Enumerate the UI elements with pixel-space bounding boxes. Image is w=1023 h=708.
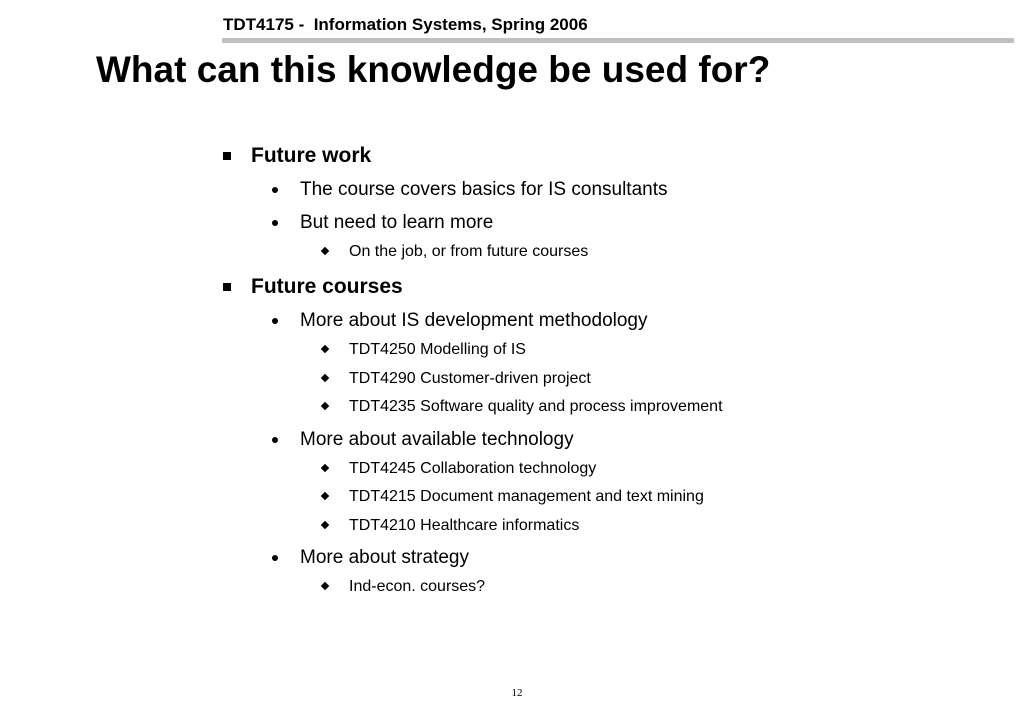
bullet-item-tdt4245 <box>349 459 596 479</box>
diamond-bullet-icon <box>321 521 329 529</box>
bullet-text: TDT4245 Collaboration technology <box>349 460 597 477</box>
bullet-text: TDT4215 Document management and text mining <box>349 488 704 505</box>
header-course-title: TDT4175 - Information Systems, Spring 2006 <box>223 15 588 34</box>
bullet-item-future-courses <box>251 274 403 300</box>
bullet-item-strategy <box>300 546 469 570</box>
round-bullet-icon <box>272 318 278 324</box>
page-number: 12 <box>511 687 523 699</box>
diamond-bullet-icon <box>321 345 329 353</box>
bullet-item-available-technology <box>300 428 574 452</box>
bullet-text: TDT4250 Modelling of IS <box>349 341 526 358</box>
bullet-item-ind-econ <box>349 577 485 597</box>
square-bullet-icon <box>223 283 231 291</box>
bullet-text: The course covers basics for IS consultants <box>300 179 668 200</box>
bullet-text: Future courses <box>251 275 403 298</box>
bullet-item-tdt4250 <box>349 340 526 360</box>
square-bullet-icon <box>223 152 231 160</box>
bullet-item-is-methodology <box>300 309 648 333</box>
bullet-text: TDT4210 Healthcare informatics <box>349 517 580 534</box>
bullet-item-on-the-job <box>349 242 588 262</box>
round-bullet-icon <box>272 437 278 443</box>
bullet-text: On the job, or from future courses <box>349 243 589 260</box>
bullet-item-tdt4215 <box>349 487 704 507</box>
bullet-text: More about available technology <box>300 429 574 450</box>
bullet-item-tdt4290 <box>349 369 591 389</box>
diamond-bullet-icon <box>321 464 329 472</box>
bullet-item-course-basics <box>300 178 668 202</box>
diamond-bullet-icon <box>321 402 329 410</box>
round-bullet-icon <box>272 220 278 226</box>
bullet-item-tdt4235 <box>349 397 723 417</box>
diamond-bullet-icon <box>321 492 329 500</box>
bullet-text: Ind-econ. courses? <box>349 578 486 595</box>
bullet-item-future-work <box>251 143 371 169</box>
slide-title: What can this knowledge be used for? <box>96 49 771 90</box>
bullet-text: TDT4290 Customer-driven project <box>349 370 591 387</box>
diamond-bullet-icon <box>321 247 329 255</box>
round-bullet-icon <box>272 555 278 561</box>
bullet-text: More about strategy <box>300 547 469 568</box>
round-bullet-icon <box>272 187 278 193</box>
diamond-bullet-icon <box>321 374 329 382</box>
bullet-text: More about IS development methodology <box>300 310 648 331</box>
bullet-text: But need to learn more <box>300 212 494 233</box>
bullet-item-learn-more <box>300 211 493 235</box>
diamond-bullet-icon <box>321 582 329 590</box>
bullet-item-tdt4210 <box>349 516 579 536</box>
bullet-text: TDT4235 Software quality and process improvement <box>349 398 723 415</box>
bullet-text: Future work <box>251 144 372 167</box>
